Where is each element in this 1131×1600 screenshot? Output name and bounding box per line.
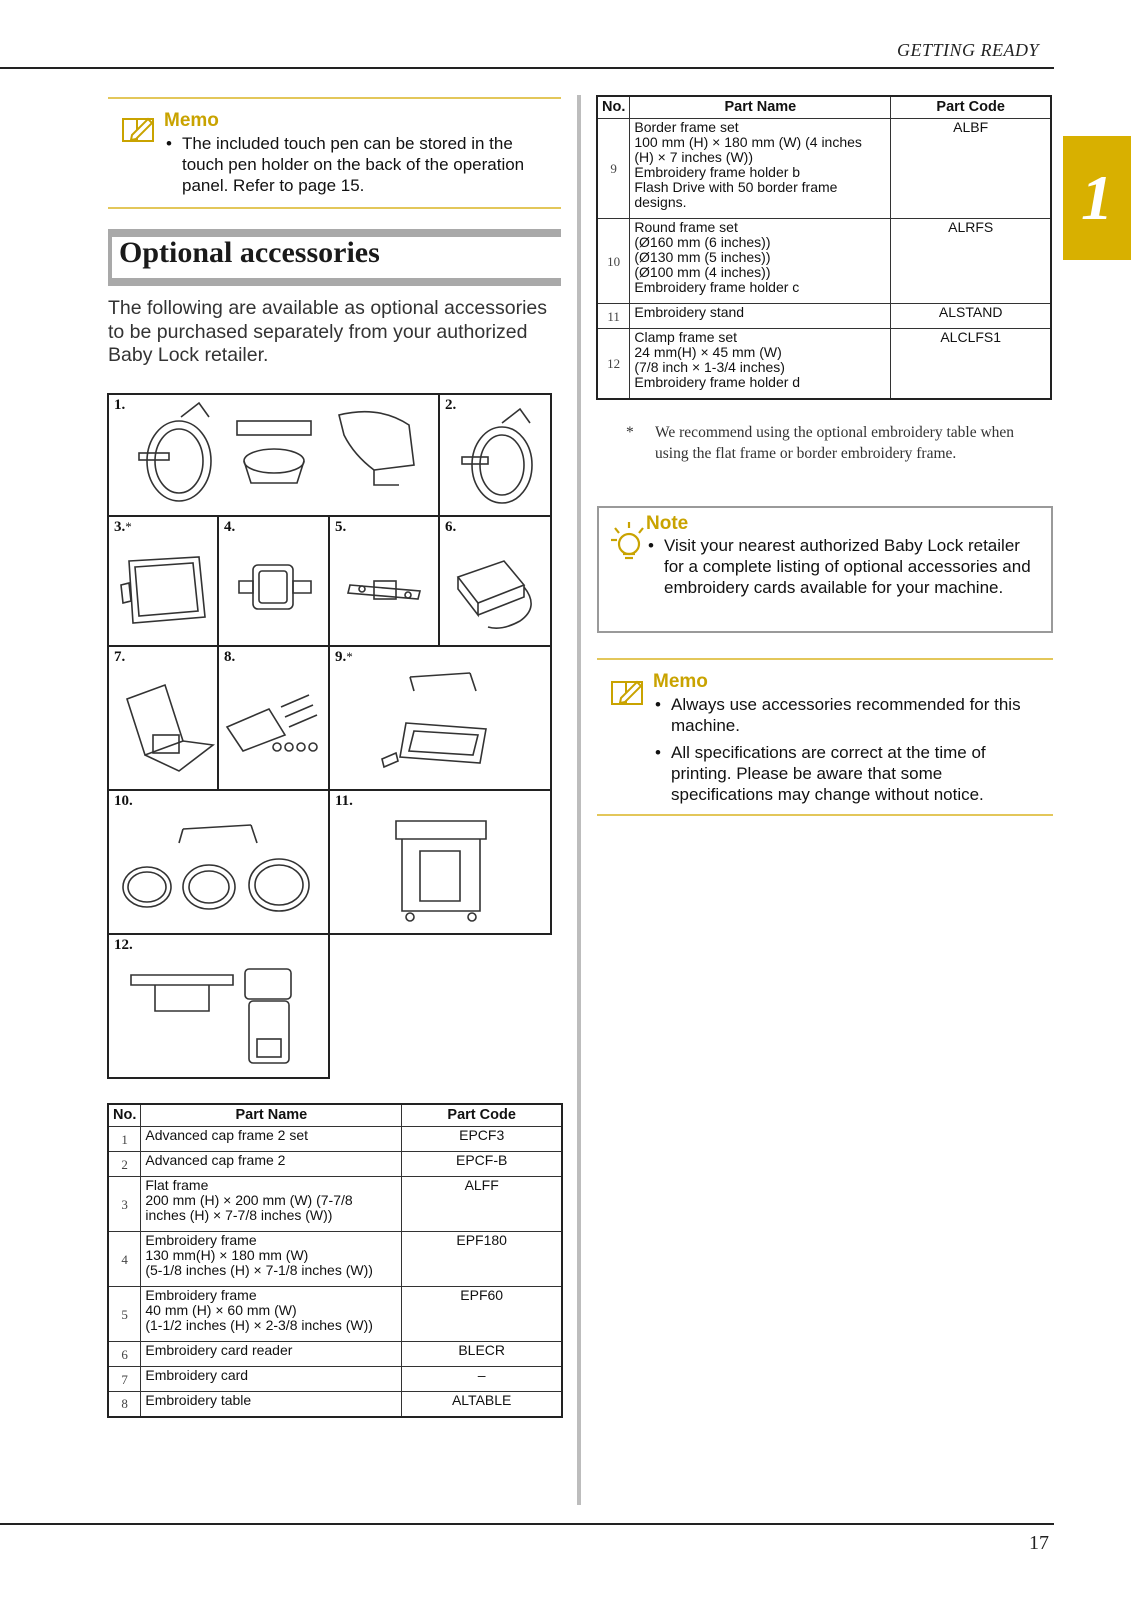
parts-table-right [596, 95, 1052, 400]
border-frame-set-illustration [330, 647, 554, 793]
memo-box [108, 97, 561, 209]
parts-table-left [107, 1103, 563, 1418]
embroidery-table-illustration [219, 647, 332, 793]
note-item: • Visit your nearest authorized Baby Lock retailer for a complete listing of optional accessories and embroidery cards available for your machine. [648, 535, 1043, 598]
cell-label: 10. [114, 793, 133, 809]
cell-label: 6. [445, 519, 457, 535]
illustration-cell-6 [438, 515, 552, 647]
column-header: Part Name [630, 96, 891, 119]
intro-paragraph: The following are available as optional accessories to be purchased separately from your authorized Baby Lock retailer. [108, 297, 547, 366]
embroidery-card-illustration [109, 647, 221, 793]
cell-label: 5. [335, 519, 347, 535]
note-list [648, 535, 1043, 604]
illustration-cell-11 [328, 789, 552, 935]
illustration-cell-12 [107, 933, 330, 1079]
lightbulb-icon [607, 518, 647, 562]
illustration-cell-7 [107, 645, 219, 791]
flat-frame-illustration [109, 517, 221, 649]
embroidery-stand-illustration [330, 791, 554, 937]
table-row: 1 Advanced cap frame 2 set EPCF3 [108, 1127, 562, 1152]
note-title: Note [646, 513, 689, 534]
cell-label: 2. [445, 397, 457, 413]
illustration-cell-2 [438, 393, 552, 517]
section-accent [108, 237, 112, 278]
cell-label: 7. [114, 649, 126, 665]
clamp-frame-set-illustration [109, 935, 332, 1081]
table-row: 8 Embroidery table ALTABLE [108, 1392, 562, 1417]
illustration-cell-10 [107, 789, 330, 935]
memo-pencil-icon [120, 113, 158, 143]
illustration-cell-5 [328, 515, 441, 647]
illustration-cell-8 [217, 645, 330, 791]
header-rule [0, 67, 1054, 69]
cell-label: 9.* [335, 649, 353, 665]
column-header: No. [597, 96, 630, 119]
column-header: Part Code [402, 1104, 562, 1127]
footnote-text: We recommend using the optional embroidery table when using the flat frame or border embroidery frame. [655, 424, 1015, 462]
illustration-cell-3 [107, 515, 219, 647]
cap-frame-set-illustration [109, 395, 442, 519]
table-row: 10 Round frame set (Ø160 mm (6 inches)) (Ø130 mm (5 inches)) (Ø100 mm (4 inches)) Embroidery frame holder c ALRFS [597, 219, 1051, 304]
memo-box [597, 658, 1053, 816]
card-reader-illustration [440, 517, 554, 649]
illustration-cell-4 [217, 515, 330, 647]
table-row: 6 Embroidery card reader BLECR [108, 1342, 562, 1367]
column-divider [577, 95, 581, 1505]
footnote [626, 422, 1041, 464]
embroidery-frame-illustration [219, 517, 332, 649]
memo-title: Memo [164, 110, 219, 131]
running-header: GETTING READY [896, 40, 1039, 60]
table-row: 9 Border frame set 100 mm (H) × 180 mm (W) (4 inches (H) × 7 inches (W)) Embroidery frame holder b Flash Drive with 50 border frame designs. ALBF [597, 119, 1051, 219]
table-row: 11 Embroidery stand ALSTAND [597, 304, 1051, 329]
table-row: 7 Embroidery card – [108, 1367, 562, 1392]
column-header: No. [108, 1104, 141, 1127]
memo-list [166, 133, 551, 202]
footer-rule [0, 1523, 1054, 1525]
page-number: 17 [1029, 1532, 1049, 1554]
illustration-cell-1 [107, 393, 440, 517]
memo-pencil-icon [609, 676, 647, 706]
cell-label: 8. [224, 649, 236, 665]
round-frame-set-illustration [109, 791, 332, 937]
cell-label: 1. [114, 397, 126, 413]
section-title: Optional accessories [119, 236, 380, 269]
table-row: 3 Flat frame 200 mm (H) × 200 mm (W) (7-7/8 inches (H) × 7-7/8 inches (W)) ALFF [108, 1177, 562, 1232]
memo-item: • The included touch pen can be stored in the touch pen holder on the back of the operation panel. Refer to page 15. [166, 133, 551, 196]
memo-list [655, 694, 1047, 811]
table-row: 5 Embroidery frame 40 mm (H) × 60 mm (W) (1-1/2 inches (H) × 2-3/8 inches (W)) EPF60 [108, 1287, 562, 1342]
cell-label: 11. [335, 793, 353, 809]
memo-item: • All specifications are correct at the time of printing. Please be aware that some specifications may change without notice. [655, 742, 1047, 805]
cap-frame-illustration [440, 395, 554, 519]
column-header: Part Code [891, 96, 1051, 119]
memo-item: • Always use accessories recommended for this machine. [655, 694, 1047, 736]
illustration-cell-9 [328, 645, 552, 791]
table-row: 4 Embroidery frame 130 mm(H) × 180 mm (W) (5-1/8 inches (H) × 7-1/8 inches (W)) EPF180 [108, 1232, 562, 1287]
column-header: Part Name [141, 1104, 402, 1127]
cell-label: 3.* [114, 519, 132, 535]
cell-label: 4. [224, 519, 236, 535]
section-bar-bottom [108, 278, 561, 286]
footnote-mark: * [626, 424, 634, 441]
note-box [597, 506, 1053, 633]
chapter-tab: 1 [1063, 136, 1131, 260]
memo-title: Memo [653, 671, 708, 692]
small-frame-illustration [330, 517, 443, 649]
table-row: 2 Advanced cap frame 2 EPCF-B [108, 1152, 562, 1177]
table-row: 12 Clamp frame set 24 mm(H) × 45 mm (W) (7/8 inch × 1-3/4 inches) Embroidery frame holder d ALCLFS1 [597, 329, 1051, 399]
cell-label: 12. [114, 937, 133, 953]
